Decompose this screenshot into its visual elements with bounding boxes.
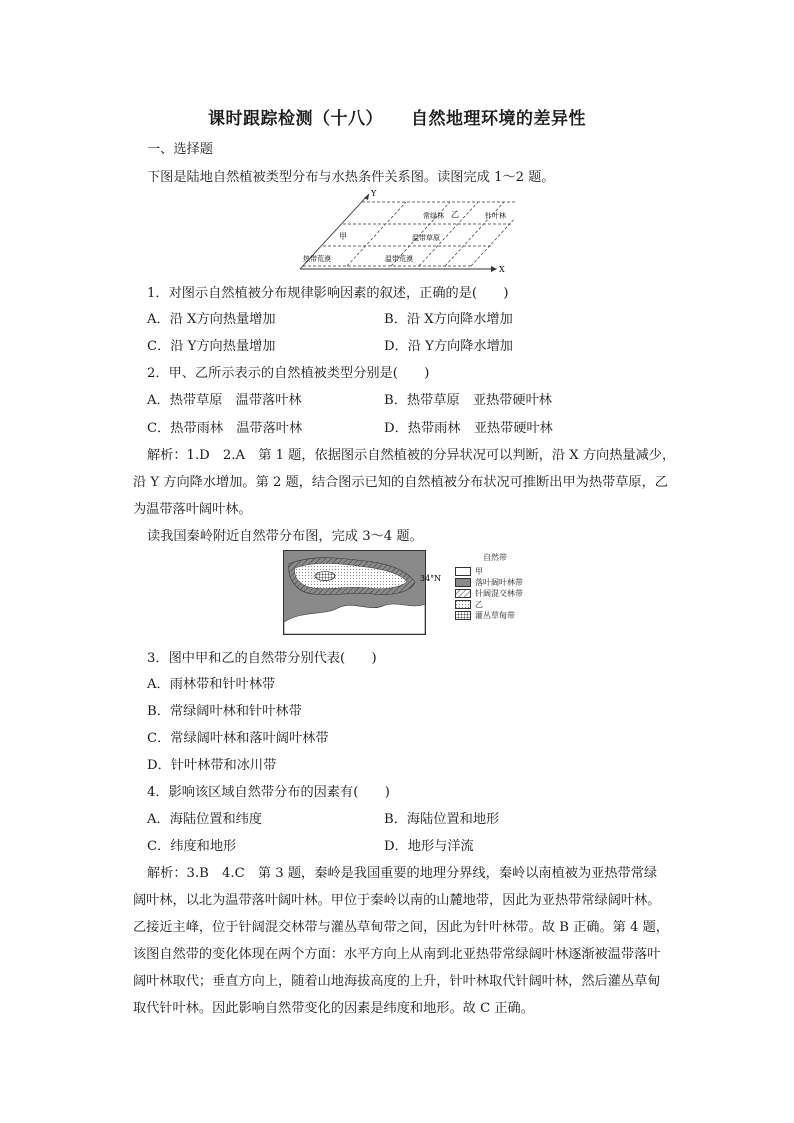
legend-label: 灌丛草甸带 — [475, 611, 515, 620]
legend-title: 自然带 — [483, 553, 507, 562]
qinling-map — [283, 550, 443, 636]
legend-item — [455, 610, 523, 621]
label-yi: 乙 — [451, 210, 459, 219]
x-axis-label: X — [499, 265, 505, 274]
legend-swatch-white — [455, 567, 471, 576]
analysis-2-line-2: 阔叶林，以北为温带落叶阔叶林。甲位于秦岭以南的山麓地带，因此为亚热带常绿阔叶林。 — [133, 893, 661, 908]
analysis-2-line-1: 解析：3.B 4.C 第 3 题，秦岭是我国重要的地理分界线，秦岭以南植被为亚热带常绿 — [147, 866, 658, 881]
legend-item — [455, 577, 523, 588]
q2-option-b: B．热带草原 亚热带硬叶林 — [384, 393, 552, 408]
legend-label: 落叶阔叶林带 — [475, 578, 523, 587]
q1-stem: 1．对图示自然植被分布规律影响因素的叙述，正确的是( ) — [147, 286, 509, 301]
latitude-label: 34°N — [420, 574, 442, 583]
q1-option-c: C．沿 Y方向热量增加 — [147, 339, 276, 354]
q4-stem: 4．影响该区域自然带分布的因素有( ) — [147, 785, 390, 800]
q3-stem: 3．图中甲和乙的自然带分别代表( ) — [147, 651, 377, 666]
vegetation-diagram — [285, 186, 515, 278]
q2-option-a: A．热带草原 温带落叶林 — [147, 393, 302, 408]
q2-option-c: C．热带雨林 温带落叶林 — [147, 421, 303, 436]
label-coniferous: 针叶林 — [485, 212, 506, 220]
section-heading: 一、选择题 — [147, 142, 213, 157]
analysis-1-line-1: 解析：1.D 2.A 第 1 题，依据图示自然植被的分异状况可以判断，沿 X 方向热量减少， — [147, 448, 676, 463]
intro-q1-2: 下图是陆地自然植被类型分布与水热条件关系图。读图完成 1～2 题。 — [147, 170, 555, 185]
analysis-1-line-3: 为温带落叶阔叶林。 — [133, 502, 252, 517]
legend-label: 乙 — [475, 600, 483, 609]
label-evergreen: 常绿林 — [423, 212, 444, 220]
q4-option-b: B．海陆位置和地形 — [384, 812, 500, 827]
q3-option-a: A．雨林带和针叶林带 — [147, 677, 276, 692]
q1-option-b: B．沿 X方向降水增加 — [384, 312, 513, 327]
q3-option-b: B．常绿阔叶林和针叶林带 — [147, 704, 302, 719]
legend-swatch-grid — [455, 611, 471, 620]
label-temperate-steppe: 温带草原 — [412, 234, 440, 242]
intro-q3-4: 读我国秦岭附近自然带分布图，完成 3～4 题。 — [147, 529, 423, 544]
q3-option-d: D．针叶林带和冰川带 — [147, 758, 277, 773]
q4-option-a: A．海陆位置和纬度 — [147, 812, 263, 827]
legend — [455, 552, 523, 621]
q2-option-d: D．热带雨林 亚热带硬叶林 — [384, 421, 553, 436]
legend-swatch-hatch — [455, 589, 471, 598]
legend-label: 甲 — [475, 567, 483, 576]
analysis-1-line-2: 沿 Y 方向降水增加。第 2 题，结合图示已知的自然植被分布状况可推断出甲为热带草原，乙 — [133, 475, 668, 490]
analysis-2-line-6: 取代针叶林。因此影响自然带变化的因素是纬度和地形。故 C 正确。 — [133, 1001, 534, 1016]
y-axis-label: Y — [371, 189, 377, 198]
legend-item — [455, 599, 523, 610]
legend-label: 针阔混交林带 — [475, 589, 523, 598]
analysis-2-line-3: 乙接近主峰，位于针阔混交林带与灌丛草甸带之间，因此为针叶林带。故 B 正确。第 4 题， — [133, 920, 669, 935]
legend-item — [455, 566, 523, 577]
label-tropical-desert: 热带荒漠 — [303, 255, 331, 263]
q4-option-d: D．地形与洋流 — [384, 839, 474, 854]
q1-option-a: A．沿 X方向热量增加 — [147, 312, 276, 327]
label-jia: 甲 — [339, 232, 347, 241]
label-temperate-desert: 温带荒漠 — [385, 255, 413, 263]
page-title — [0, 104, 794, 129]
q1-option-d: D．沿 Y方向降水增加 — [384, 339, 513, 354]
q2-stem: 2．甲、乙所示表示的自然植被类型分别是( ) — [147, 366, 430, 381]
q3-option-c: C．常绿阔叶林和落叶阔叶林带 — [147, 731, 329, 746]
analysis-2-line-4: 该图自然带的变化体现在两个方面：水平方向上从南到北亚热带常绿阔叶林逐渐被温带落叶 — [133, 947, 661, 962]
legend-swatch-dots — [455, 600, 471, 609]
q4-option-c: C．纬度和地形 — [147, 839, 237, 854]
legend-swatch-gray — [455, 578, 471, 587]
title-sub: 自然地理环境的差异性 — [411, 109, 586, 129]
legend-item — [455, 588, 523, 599]
title-main: 课时跟踪检测（十八） — [208, 109, 383, 129]
analysis-2-line-5: 阔叶林取代；垂直方向上，随着山地海拔高度的上升，针叶林取代针阔叶林，然后灌丛草甸 — [133, 974, 661, 989]
